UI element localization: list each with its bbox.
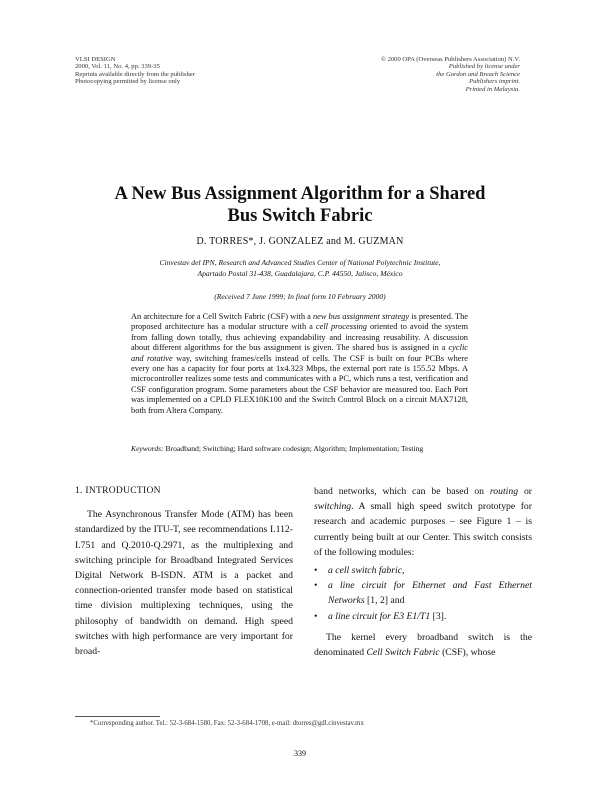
journal-name: VLSI DESIGN — [75, 56, 116, 63]
keywords-label: Keywords: — [131, 444, 164, 453]
affiliation-line-1: Cinvestav del IPN, Research and Advanced Studies Center of National Polytechnic Institute, — [159, 258, 441, 267]
paper-title — [60, 183, 540, 227]
title-line-2: Bus Switch Fabric — [227, 206, 373, 226]
list-item: • a line circuit for Ethernet and Fast Ethernet Networks [1, 2] and — [314, 580, 532, 607]
publisher-line-3: Publishers imprint. — [469, 78, 520, 86]
keywords-text: Broadband; Switching; Hard software codesign; Algorithm; Implementation; Testing — [165, 444, 424, 453]
right-column — [314, 484, 532, 660]
abstract: An architecture for a Cell Switch Fabric (CSF) with a new bus assignment strategy is presented. The proposed architecture has a modular structure with a cell processing oriented to avoid the system from falling down totally, thus achieving expandability and increasing reusability. A discussion about different algorithms for the bus assignment is given. The shared bus is assigned in a cyclic and rotative way, switching frames/cells instead of cells. The CSF is built on four PCBs where every one has a capacity for four ports at 1x4.323 Mbps, the external port rate is 155.52 Mbps. A microcontroller realizes some tests and communicates with a PC, which runs a test, verification and CSF configuration program. Some parameters about the CSF behavior are measured too. Each Port was implemented on a CPLD FLEX10K100 and the Switch Control Block on a circuit MAX7128, both from Altera Company. — [131, 312, 469, 415]
switch-paragraph: band networks, which can be based on routing or switching. A small high speed switch prototype for research and academic purposes – see Figure 1 – is currently being built at our Center. This switch consists of the following modules: — [314, 486, 533, 558]
copyright-line: © 2000 OPA (Overseas Publishers Association) N.V. — [380, 56, 520, 63]
section-heading: 1. INTRODUCTION — [75, 486, 161, 496]
footnote: *Corresponding author. Tel.: 52-3-684-1580, Fax: 52-3-684-1708, e-mail: dtorres@gdl.cinvestav.mx — [90, 720, 364, 727]
list-item: • a cell switch fabric, — [314, 565, 405, 577]
received-dates: (Received 7 June 1999; In final form 10 February 2000) — [214, 292, 386, 301]
intro-paragraph: The Asynchronous Transfer Mode (ATM) has been standardized by the ITU-T, see recommendations I.112-I.751 and Q.2010-Q.2971, as the multiplexing and switching principle for Broadband Integrated Services Digital Network B-ISDN. ATM is a packet and connection-oriented transfer mode based on statistical time division multiplexing techniques, using the philosophy of bandwidth on demand. High speed switches with high performance are very important for broad- — [75, 509, 293, 658]
publisher-line-2: the Gordon and Breach Science — [436, 70, 520, 78]
affiliation — [90, 257, 510, 279]
journal-info — [75, 56, 235, 86]
authors: D. TORRES*, J. GONZALEZ and M. GUZMAN — [196, 236, 404, 247]
printed-in: Printed in Malaysia. — [465, 85, 520, 93]
list-item: • a line circuit for E3 E1/T1 [3]. — [314, 610, 447, 622]
title-line-1: A New Bus Assignment Algorithm for a Shared — [114, 184, 486, 204]
photocopy-note: Photocopying permitted by license only — [75, 78, 181, 86]
journal-volume: 2000, Vol. 11, No. 4, pp. 339-35 — [75, 63, 160, 71]
footnote-divider — [75, 716, 160, 717]
left-column — [75, 484, 293, 659]
module-list — [314, 563, 532, 624]
keywords — [131, 444, 491, 453]
kernel-paragraph: The kernel every broadband switch is the denominated Cell Switch Fabric (CSF), whose — [314, 631, 532, 659]
copyright-info — [320, 56, 520, 93]
reprints-note: Reprints available directly from the publisher — [75, 70, 195, 78]
publisher-line-1: Published by license under — [448, 63, 520, 71]
page-number: 339 — [294, 749, 306, 758]
affiliation-line-2: Apartado Postal 31-438, Guadalajara, C.P. 44550, Jalisco, México — [197, 269, 403, 278]
